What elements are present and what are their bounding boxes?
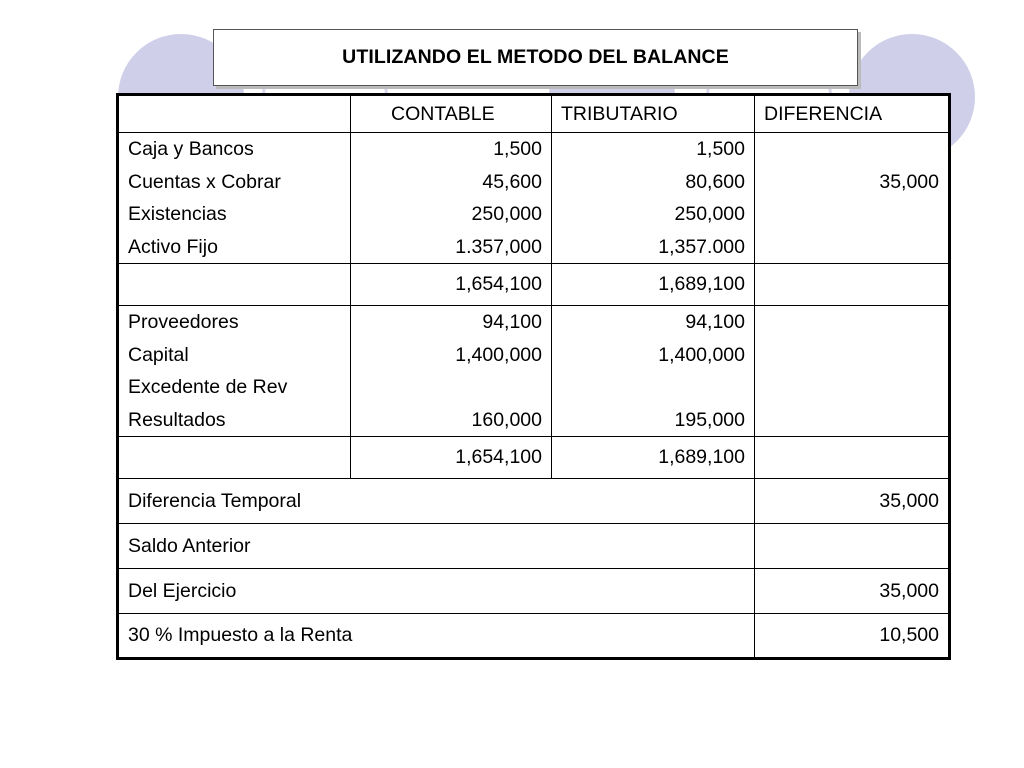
header-contable: CONTABLE [351,95,552,133]
summary-value: 35,000 [755,569,950,614]
slide-title: UTILIZANDO EL METODO DEL BALANCE [213,29,858,86]
asset-contable-value: 1.357,000 [455,235,542,258]
liabilities-total-blank [118,437,351,479]
asset-contable-value: 250,000 [471,203,542,225]
liability-label: Excedente de Rev [128,376,288,398]
assets-contable [351,133,552,264]
asset-label: Cuentas x Cobrar [128,170,281,193]
asset-diferencia-value [764,231,939,264]
liability-tributario-value: 1,400,000 [658,343,745,366]
summary-label: Del Ejercicio [118,569,755,614]
asset-contable-value: 45,600 [482,170,542,193]
asset-contable-value: 1,500 [493,138,542,160]
liability-label: Proveedores [128,311,239,333]
summary-row-diferencia-temporal [118,479,950,524]
summary-row-impuesto-renta [118,614,950,659]
assets-diferencia [755,133,950,264]
assets-total-row [118,264,950,306]
assets-tributario [552,133,755,264]
asset-tributario-value: 80,600 [685,170,745,193]
summary-label: Saldo Anterior [118,524,755,569]
liability-contable-value [360,371,542,404]
liability-tributario-value: 195,000 [674,408,745,431]
liability-contable-value: 160,000 [471,408,542,431]
balance-table [116,93,951,660]
asset-diferencia-value [764,133,939,166]
asset-label: Existencias [128,203,227,225]
header-tributario: TRIBUTARIO [552,95,755,133]
summary-value: 35,000 [755,479,950,524]
liability-label: Resultados [128,408,226,431]
header-diferencia: DIFERENCIA [755,95,950,133]
header-blank [118,95,351,133]
liabilities-labels [118,306,351,437]
assets-total-diferencia [755,264,950,306]
summary-value [755,524,950,569]
summary-row-saldo-anterior [118,524,950,569]
asset-label: Caja y Bancos [128,138,254,160]
liabilities-group [118,306,950,437]
assets-total-blank [118,264,351,306]
liability-tributario-value [561,371,745,404]
liabilities-total-tributario: 1,689,100 [552,437,755,479]
summary-label: Diferencia Temporal [118,479,755,524]
liability-label: Capital [128,343,189,366]
summary-label: 30 % Impuesto a la Renta [118,614,755,659]
liabilities-tributario [552,306,755,437]
asset-tributario-value: 250,000 [674,203,745,225]
liabilities-total-contable: 1,654,100 [351,437,552,479]
assets-total-contable: 1,654,100 [351,264,552,306]
liability-contable-value: 94,100 [482,311,542,333]
liability-contable-value: 1,400,000 [455,343,542,366]
liabilities-total-diferencia [755,437,950,479]
liability-tributario-value: 94,100 [685,311,745,333]
summary-value: 10,500 [755,614,950,659]
asset-label: Activo Fijo [128,235,218,258]
liabilities-contable [351,306,552,437]
asset-tributario-value: 1,357.000 [658,235,745,258]
asset-diferencia-value [764,198,939,231]
asset-diferencia-value: 35,000 [879,170,939,193]
assets-total-tributario: 1,689,100 [552,264,755,306]
assets-group [118,133,950,264]
liabilities-diferencia [755,306,950,437]
asset-tributario-value: 1,500 [696,138,745,160]
summary-row-del-ejercicio [118,569,950,614]
header-row [118,95,950,133]
assets-labels [118,133,351,264]
liabilities-total-row [118,437,950,479]
